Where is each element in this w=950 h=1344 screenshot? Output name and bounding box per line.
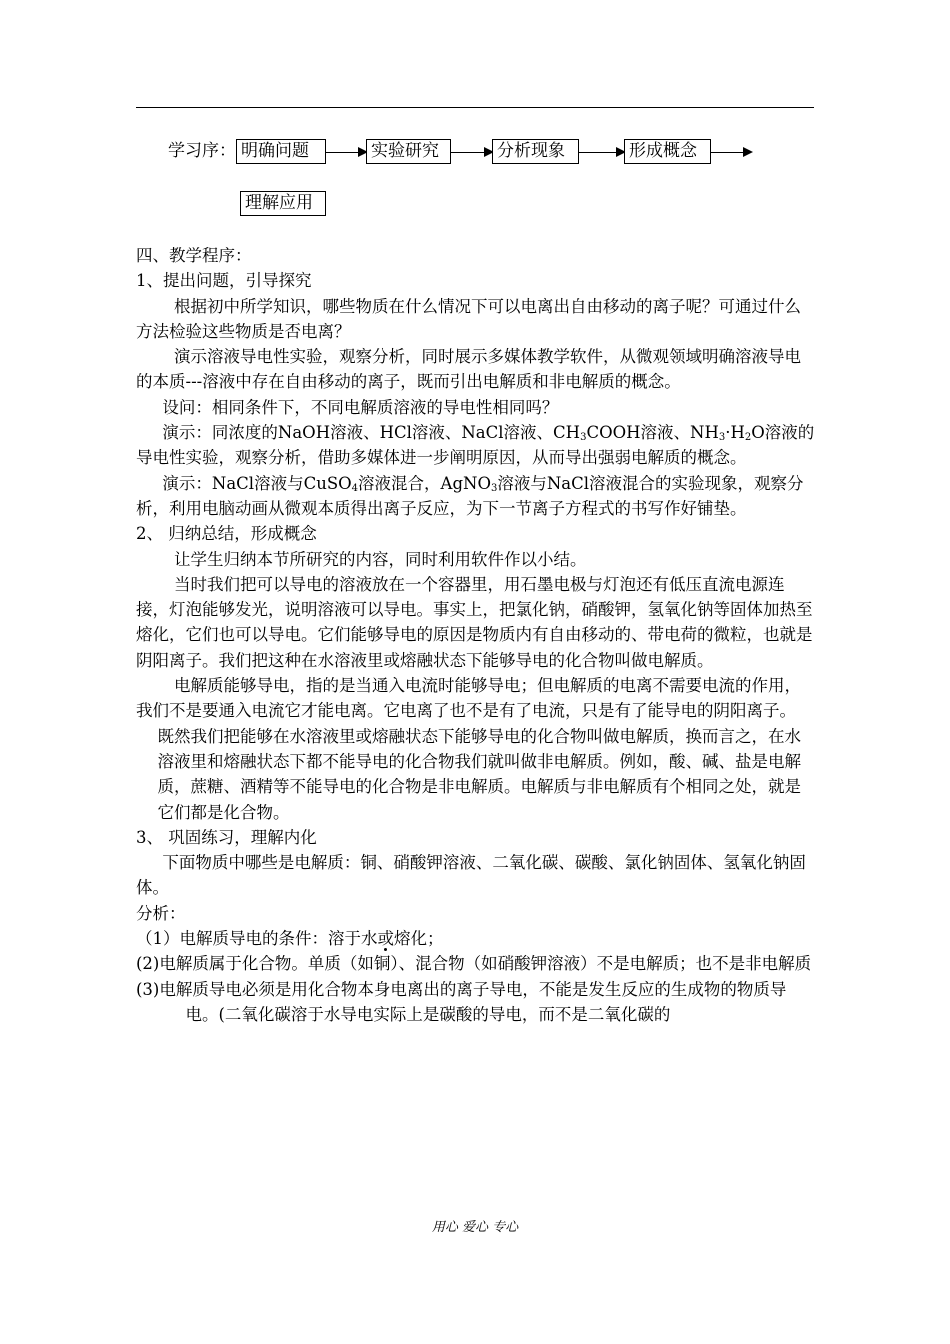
part3-heading: 3、 巩固练习，理解内化 [136, 827, 317, 847]
flow-step-2: 实验研究 [366, 139, 451, 164]
paragraph: 让学生归纳本节所研究的内容，同时利用软件作以小结。 [173, 549, 587, 569]
paragraph: 根据初中所学知识，哪些物质在什么情况下可以电离出自由移动的离子呢？可通过什么方法检验这些物质是否电离？ [136, 296, 801, 341]
paragraph: 演示溶液导电性实验，观察分析，同时展示多媒体教学软件，从微观领域明确溶液导电的本质---溶液中存在自由移动的离子，既而引出电解质和非电解质的概念。 [136, 347, 801, 392]
flow-step-1: 明确问题 [236, 139, 326, 164]
part1-heading: 1、提出问题，引导探究 [136, 271, 312, 291]
flow-label: 学习序： [168, 141, 236, 161]
arrow-icon [451, 152, 492, 153]
paragraph: 设问：相同条件下，不同电解质溶液的导电性相同吗？ [162, 397, 559, 417]
analysis-item-1: （1）电解质导电的条件：溶于水或熔化； [136, 929, 444, 949]
part2-heading: 2、 归纳总结，形成概念 [136, 524, 317, 544]
arrow-icon [579, 152, 624, 153]
arrow-icon [326, 152, 366, 153]
page-footer: 用心 爱心 专心 [431, 1220, 519, 1235]
flow-step-5: 理解应用 [240, 191, 326, 216]
paragraph: 演示：NaCl溶液与CuSO$_4$溶液混合，AgNO$_3$溶液与NaCl溶液混合的实验现象，观察分析，利用电脑动画从微观本质得出离子反应，为下一节离子方程式的书写作好铺垫。 [136, 473, 804, 518]
paragraph: 既然我们把能够在水溶液里或熔融状态下能够导电的化合物叫做电解质，换而言之，在水溶液里和熔融状态下都不能导电的化合物我们就叫做非电解质。例如，酸、碱、盐是电解质，蔗糖、酒精等不能导电的化合物是非电解质。电解质与非电解质有个相同之处，就是它们都是化合物。 [157, 726, 801, 822]
paragraph: 当时我们把可以导电的溶液放在一个容器里，用石墨电极与灯泡还有低压直流电源连接，灯泡能够发光，说明溶液可以导电。事实上，把氯化钠，硝酸钾，氢氧化钠等固体加热至熔化，它们也可以导电。它们能够导电的原因是物质内有自由移动的、带电荷的微粒，也就是阴阳离子。我们把这种在水溶液里或熔融状态下能够导电的化合物叫做电解质。 [136, 574, 813, 670]
header-rule [136, 107, 814, 108]
analysis-label: 分析： [136, 903, 186, 923]
analysis-item-2: (2)电解质属于化合物。单质（如铜）、混合物（如硝酸钾溶液）不是电解质；也不是非电解质 [136, 954, 812, 974]
paragraph: 下面物质中哪些是电解质：铜、硝酸钾溶液、二氧化碳、碳酸、氯化钠固体、氢氧化钠固体。 [136, 853, 806, 898]
paragraph: 电解质能够导电，指的是当通入电流时能够导电；但电解质的电离不需要电流的作用，我们不是要通入电流它才能电离。它电离了也不是有了电流，只是有了能导电的阴阳离子。 [136, 676, 801, 721]
flow-step-4: 形成概念 [624, 139, 711, 164]
flow-step-3: 分析现象 [492, 139, 579, 164]
analysis-item-3: (3)电解质导电必须是用化合物本身电离出的离子导电，不能是发生反应的生成物的物质导电。(二氧化碳溶于水导电实际上是碳酸的导电，而不是二氧化碳的 [136, 979, 787, 1024]
arrow-icon [711, 152, 751, 153]
paragraph: 演示：同浓度的NaOH溶液、HCl溶液、NaCl溶液、$CH_3COOH$溶液、$NH_3\cdot H_2O$溶液的导电性实验，观察分析，借助多媒体进一步阐明原因，从而导出强弱电解质的概念。 [136, 423, 815, 468]
document-body [136, 243, 816, 1027]
section-title: 四、教学程序： [136, 246, 252, 265]
